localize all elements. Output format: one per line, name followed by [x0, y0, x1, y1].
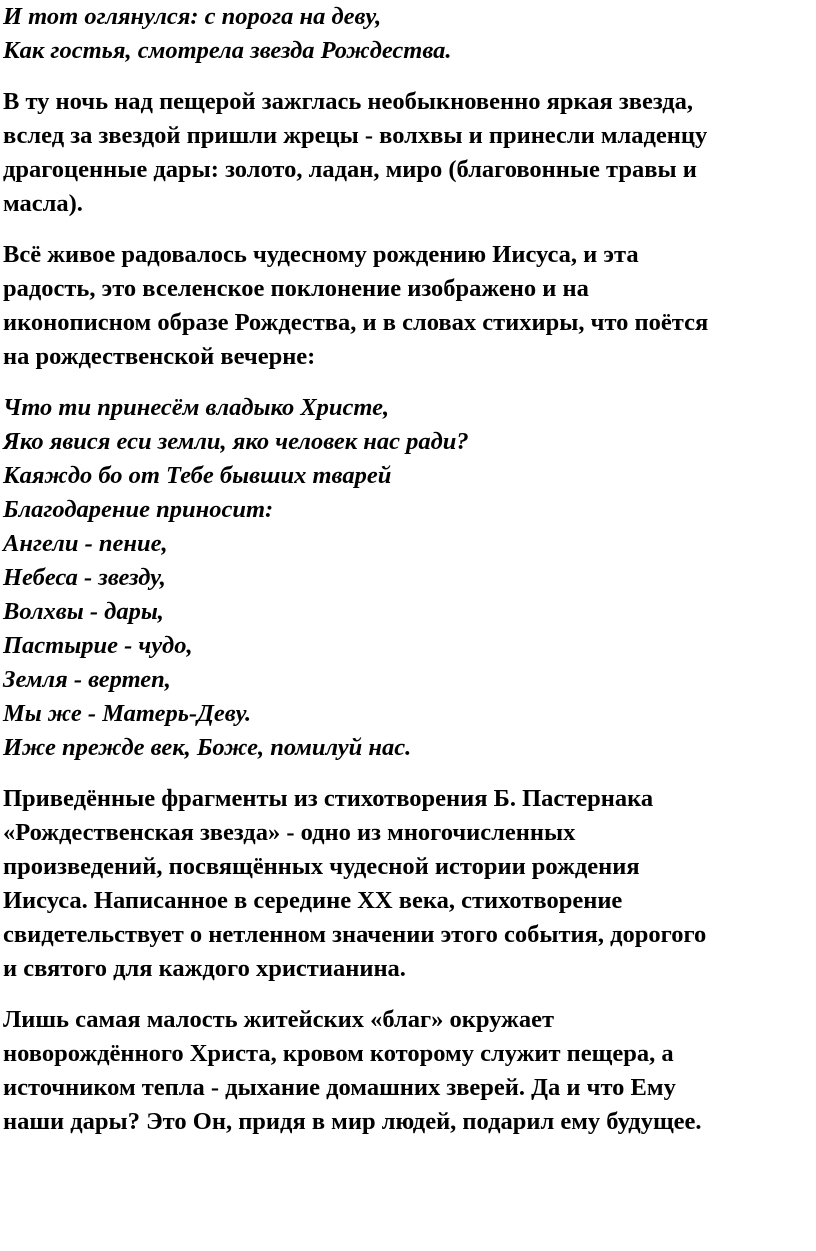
verse-line: Яко явися еси земли, яко человек нас ради?: [3, 428, 469, 455]
verse-line: Ангели - пение,: [3, 530, 168, 557]
text-line: и святого для каждого христианина.: [3, 955, 406, 982]
verse-intro: [3, 0, 813, 68]
verse-line: И тот оглянулся: с порога на деву,: [3, 3, 382, 30]
verse-line: Волхвы - дары,: [3, 598, 164, 625]
paragraph-star: [3, 85, 813, 221]
verse-line: Каяждо бо от Тебе бывших тварей: [3, 462, 392, 489]
stichera-verse: [3, 391, 813, 765]
text-line: Приведённые фрагменты из стихотворения Б. Пастернака: [3, 785, 654, 812]
text-line: Всё живое радовалось чудесному рождению Иисуса, и эта: [3, 241, 639, 268]
text-line: новорождённого Христа, кровом которому служит пещера, а: [3, 1040, 674, 1067]
verse-line: Небеса - звезду,: [3, 564, 166, 591]
text-line: произведений, посвящённых чудесной истории рождения: [3, 853, 640, 880]
paragraph-gifts: [3, 1003, 813, 1139]
text-line: Лишь самая малость житейских «благ» окружает: [3, 1006, 554, 1033]
paragraph-rejoicing: [3, 238, 813, 374]
verse-line: Пастырие - чудо,: [3, 632, 193, 659]
text-line: свидетельствует о нетленном значении этого события, дорогого: [3, 921, 707, 948]
text-line: драгоценные дары: золото, ладан, миро (благовонные травы и: [3, 156, 697, 183]
text-line: Иисуса. Написанное в середине XX века, стихотворение: [3, 887, 623, 914]
text-line: иконописном образе Рождества, и в словах стихиры, что поётся: [3, 309, 709, 336]
text-line: масла).: [3, 190, 83, 217]
text-line: источником тепла - дыхание домашних зверей. Да и что Ему: [3, 1074, 676, 1101]
paragraph-pasternak: [3, 782, 813, 986]
verse-line: Иже прежде век, Боже, помилуй нас.: [3, 734, 412, 761]
verse-line: Земля - вертеп,: [3, 666, 171, 693]
text-line: радость, это вселенское поклонение изображено и на: [3, 275, 589, 302]
verse-line: Как гостья, смотрела звезда Рождества.: [3, 37, 452, 64]
text-line: В ту ночь над пещерой зажглась необыкновенно яркая звезда,: [3, 88, 694, 115]
document-page: [3, 0, 813, 1139]
text-line: вслед за звездой пришли жрецы - волхвы и принесли младенцу: [3, 122, 708, 149]
text-line: на рождественской вечерне:: [3, 343, 316, 370]
verse-line: Благодарение приносит:: [3, 496, 274, 523]
verse-line: Что ти принесём владыко Христе,: [3, 394, 390, 421]
verse-line: Мы же - Матерь-Деву.: [3, 700, 252, 727]
text-line: «Рождественская звезда» - одно из многочисленных: [3, 819, 576, 846]
text-line: наши дары? Это Он, придя в мир людей, подарил ему будущее.: [3, 1108, 702, 1135]
